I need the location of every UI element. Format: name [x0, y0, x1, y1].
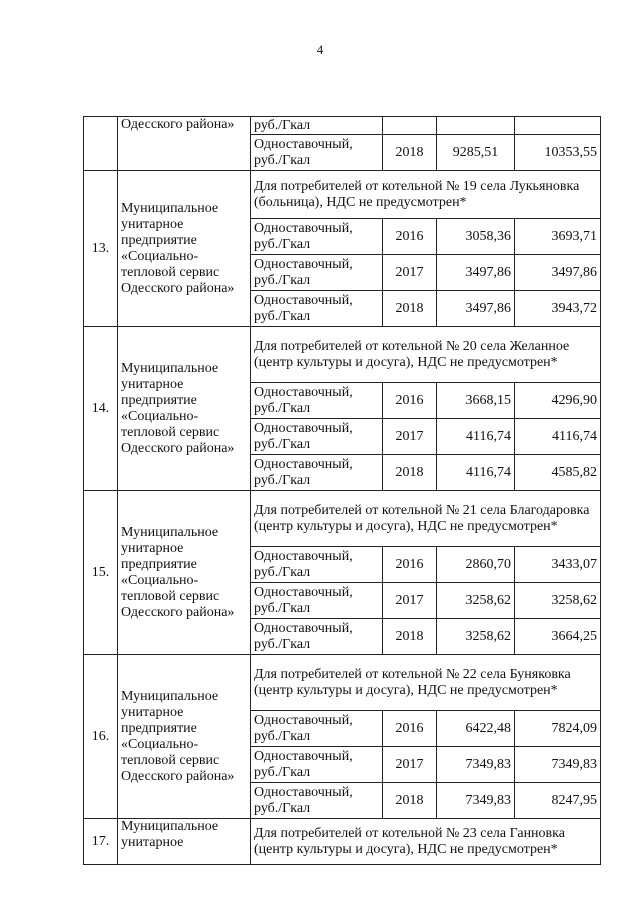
year-cell: 2018 — [383, 135, 437, 171]
entry-number-cell: 14. — [84, 327, 118, 491]
unit-cell: Одноставочный, руб./Гкал — [251, 383, 383, 419]
value1-cell: 3258,62 — [437, 583, 515, 619]
value2-cell: 7824,09 — [515, 711, 601, 747]
value1-cell: 3258,62 — [437, 619, 515, 655]
entry-number-cell — [84, 117, 118, 171]
value1-cell: 3497,86 — [437, 255, 515, 291]
table-row — [84, 655, 601, 711]
value1-cell — [437, 117, 515, 135]
year-cell — [383, 117, 437, 135]
unit-cell: Одноставочный, руб./Гкал — [251, 219, 383, 255]
unit-cell: Одноставочный, руб./Гкал — [251, 135, 383, 171]
year-cell: 2016 — [383, 219, 437, 255]
value2-cell: 7349,83 — [515, 747, 601, 783]
table-row — [84, 327, 601, 383]
year-cell: 2017 — [383, 255, 437, 291]
org-name-cell: Одесского района» — [118, 117, 251, 171]
value1-cell: 3668,15 — [437, 383, 515, 419]
year-cell: 2017 — [383, 419, 437, 455]
year-cell: 2018 — [383, 291, 437, 327]
value2-cell: 8247,95 — [515, 783, 601, 819]
tariff-table-body — [84, 117, 601, 865]
year-cell: 2016 — [383, 711, 437, 747]
condition-cell: Для потребителей от котельной № 20 села Желанное (центр культуры и досуга), НДС не предусмотрен* — [251, 327, 601, 383]
table-row — [84, 171, 601, 219]
value2-cell: 3497,86 — [515, 255, 601, 291]
entry-number-cell: 13. — [84, 171, 118, 327]
entry-number-cell: 15. — [84, 491, 118, 655]
value2-cell: 4585,82 — [515, 455, 601, 491]
value1-cell: 4116,74 — [437, 455, 515, 491]
unit-cell: Одноставочный, руб./Гкал — [251, 619, 383, 655]
year-cell: 2017 — [383, 747, 437, 783]
value1-cell: 6422,48 — [437, 711, 515, 747]
condition-cell: Для потребителей от котельной № 21 села Благодаровка (центр культуры и досуга), НДС не предусмотрен* — [251, 491, 601, 547]
org-name-cell: Муниципальное унитарное предприятие «Социально-тепловой сервис Одесского района» — [118, 327, 251, 491]
unit-cell: Одноставочный, руб./Гкал — [251, 455, 383, 491]
page-number: 4 — [316, 42, 324, 57]
value2-cell: 3943,72 — [515, 291, 601, 327]
value2-cell — [515, 117, 601, 135]
value2-cell: 4116,74 — [515, 419, 601, 455]
condition-cell: Для потребителей от котельной № 23 села Ганновка (центр культуры и досуга), НДС не предусмотрен* — [251, 819, 601, 865]
org-name-cell: Муниципальное унитарное предприятие «Социально-тепловой сервис Одесского района» — [118, 655, 251, 819]
condition-cell: Для потребителей от котельной № 19 села Лукьяновка (больница), НДС не предусмотрен* — [251, 171, 601, 219]
org-name-cell: Муниципальное унитарное — [118, 819, 251, 865]
entry-number-cell: 17. — [84, 819, 118, 865]
value1-cell: 9285,51 — [437, 135, 515, 171]
value1-cell: 3497,86 — [437, 291, 515, 327]
value2-cell: 10353,55 — [515, 135, 601, 171]
value1-cell: 2860,70 — [437, 547, 515, 583]
value1-cell: 3058,36 — [437, 219, 515, 255]
value1-cell: 7349,83 — [437, 783, 515, 819]
table-row — [84, 491, 601, 547]
value2-cell: 3258,62 — [515, 583, 601, 619]
year-cell: 2018 — [383, 619, 437, 655]
unit-cell: Одноставочный, руб./Гкал — [251, 419, 383, 455]
unit-cell: Одноставочный, руб./Гкал — [251, 747, 383, 783]
value2-cell: 3433,07 — [515, 547, 601, 583]
unit-cell: Одноставочный, руб./Гкал — [251, 547, 383, 583]
entry-number-cell: 16. — [84, 655, 118, 819]
unit-cell: Одноставочный, руб./Гкал — [251, 583, 383, 619]
value2-cell: 4296,90 — [515, 383, 601, 419]
year-cell: 2016 — [383, 547, 437, 583]
value1-cell: 4116,74 — [437, 419, 515, 455]
tariff-table — [83, 116, 601, 865]
org-name-cell: Муниципальное унитарное предприятие «Социально-тепловой сервис Одесского района» — [118, 171, 251, 327]
org-name-cell: Муниципальное унитарное предприятие «Социально-тепловой сервис Одесского района» — [118, 491, 251, 655]
unit-cell: Одноставочный, руб./Гкал — [251, 783, 383, 819]
unit-cell: Одноставочный, руб./Гкал — [251, 711, 383, 747]
year-cell: 2016 — [383, 383, 437, 419]
condition-cell: Для потребителей от котельной № 22 села Буняковка (центр культуры и досуга), НДС не предусмотрен* — [251, 655, 601, 711]
table-row — [84, 819, 601, 865]
year-cell: 2017 — [383, 583, 437, 619]
year-cell: 2018 — [383, 783, 437, 819]
value1-cell: 7349,83 — [437, 747, 515, 783]
unit-cell: руб./Гкал — [251, 117, 383, 135]
value2-cell: 3693,71 — [515, 219, 601, 255]
unit-cell: Одноставочный, руб./Гкал — [251, 291, 383, 327]
table-row — [84, 117, 601, 135]
unit-cell: Одноставочный, руб./Гкал — [251, 255, 383, 291]
value2-cell: 3664,25 — [515, 619, 601, 655]
year-cell: 2018 — [383, 455, 437, 491]
